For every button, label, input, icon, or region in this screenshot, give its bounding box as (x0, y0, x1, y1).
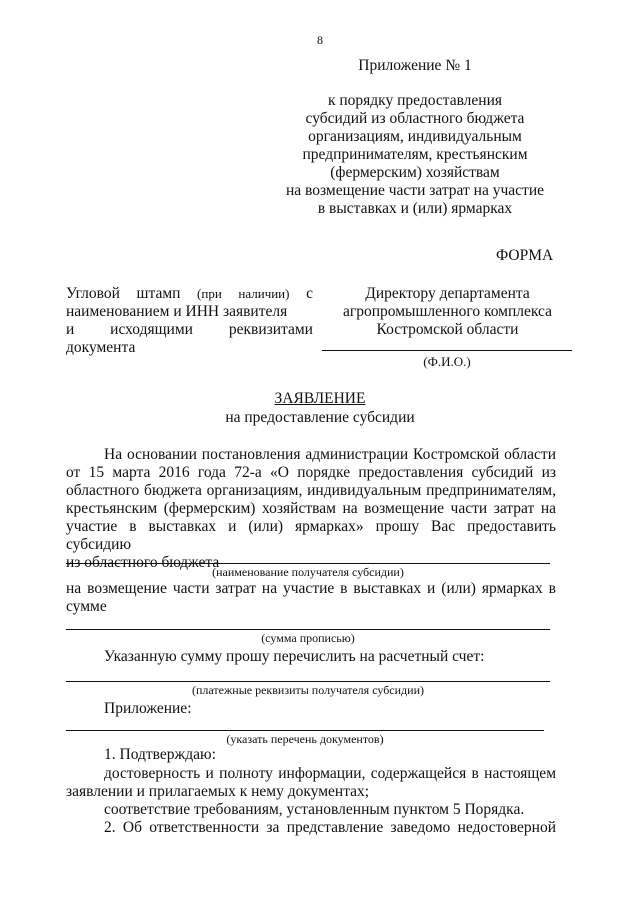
amount-field[interactable] (66, 629, 550, 630)
amount-caption: (сумма прописью) (261, 631, 355, 645)
addressee-line: агропромышленного комплекса (343, 303, 552, 320)
recipient-caption: (наименование получателя субсидии) (212, 565, 404, 579)
para-line: крестьянским (фермерским) хозяйствам на возмещение части затрат на (66, 500, 556, 517)
addressee-line: Директору департамента (365, 285, 530, 302)
para-line: участие в выставках и (или) ярмарках» прошу Вас предоставить субсидию (66, 518, 556, 553)
addressee-line: Костромской области (376, 321, 519, 338)
recipient-name-field[interactable] (66, 563, 550, 564)
appendix-line: организациям, индивидуальным (308, 128, 522, 145)
confirm-line: достоверность и полноту информации, содержащейся в настоящем (104, 765, 556, 782)
page-subtitle: на предоставление субсидии (225, 409, 415, 426)
reimb-line: на возмещение части затрат на участие в выставках и (или) ярмарках в (66, 580, 556, 597)
para-line: На основании постановления администрации Костромской области (104, 446, 556, 463)
para-line: областного бюджета организациям, индивидуальным предпринимателям, (66, 482, 556, 499)
appendix-line: субсидий из областного бюджета (305, 110, 525, 127)
addressee-block (325, 285, 570, 339)
fio-caption: (Ф.И.О.) (423, 354, 471, 369)
docs-caption: (указать перечень документов) (226, 732, 384, 746)
appendix-line: (фермерским) хозяйствам (330, 164, 500, 181)
reimb-line: сумме (66, 598, 107, 615)
requisites-field[interactable] (66, 681, 550, 682)
form-label: ФОРМА (496, 247, 554, 264)
para-line: от 15 марта 2016 года 72-а «О порядке предоставления субсидий из (66, 464, 556, 481)
stamp-line-1: Угловой штамп (при наличии) с (66, 285, 313, 302)
appendix-line: к порядку предоставления (327, 92, 503, 109)
transfer-text: Указанную сумму прошу перечислить на расчетный счет: (104, 648, 485, 665)
appendix-title: Приложение № 1 (358, 57, 472, 74)
stamp-line-4: документа (66, 339, 136, 356)
confirm-line-3: соответствие требованиям, установленным пунктом 5 Порядка. (104, 801, 525, 818)
resp-line: 2. Об ответственности за представление заведомо недостоверной (104, 819, 556, 836)
attachment-label: Приложение: (104, 700, 192, 717)
docs-field[interactable] (66, 730, 544, 731)
stamp-line-2: наименованием и ИНН заявителя (66, 303, 288, 320)
confirm-line-2: заявлении и прилагаемых к нему документах; (66, 783, 370, 800)
reimb-text (66, 580, 556, 616)
main-paragraph (66, 446, 556, 572)
requisites-caption: (платежные реквизиты получателя субсидии) (192, 683, 424, 697)
appendix-block (270, 92, 560, 218)
appendix-line: в выставках и (или) ярмарках (317, 200, 513, 217)
para-line: из областного бюджета (66, 554, 220, 571)
confirm-label: 1. Подтверждаю: (104, 746, 216, 763)
responsibility-block (104, 819, 556, 837)
appendix-line: на возмещение части затрат на участие (285, 182, 544, 199)
confirm-block (104, 765, 556, 783)
page-number: 8 (317, 33, 323, 47)
appendix-line: предпринимателям, крестьянским (302, 146, 528, 163)
page-title: ЗАЯВЛЕНИЕ (274, 390, 366, 407)
stamp-line-3: и исходящими реквизитами (66, 321, 313, 338)
stamp-block (66, 285, 313, 357)
fio-line (322, 350, 572, 351)
